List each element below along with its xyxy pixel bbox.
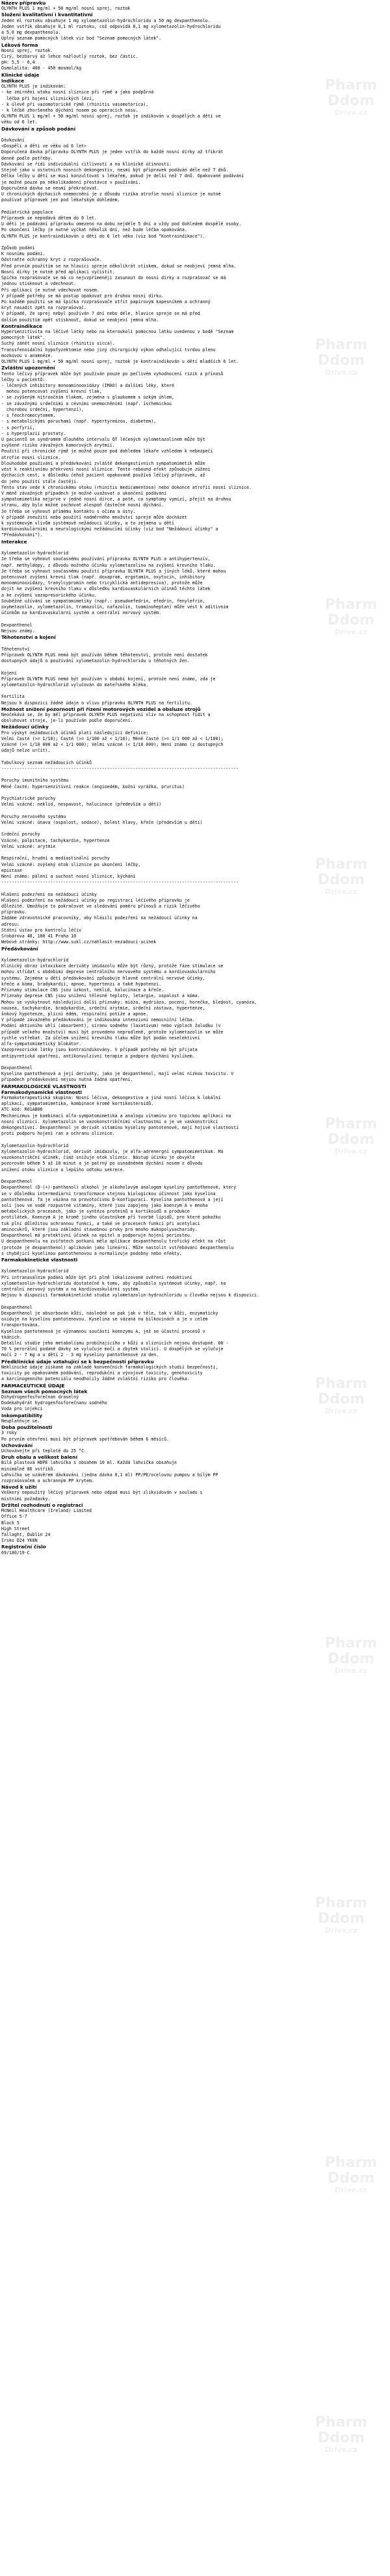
- text-line: U chronických dýchacích onemocnění je z důvodu rizika atrofie nosní sliznice je nutné: [1, 192, 221, 197]
- text-line: pomocných látek".: [1, 335, 46, 341]
- watermark-logo: Pharm Ddom Drive.cz: [324, 1116, 378, 1156]
- text-line: Dexpanthenol: [1, 1065, 32, 1071]
- text-line: soli jsou ve vodě rozpustné vitamíny, které jsou zapojeny jako koenzym A v mnoha: [1, 1202, 208, 1208]
- text-line: [1, 132, 389, 138]
- text-line: Respirační, hrudní a mediastinální poruchy: [1, 856, 110, 861]
- text-line: dostupných údajů o používání xylometazolin-hydrochloridu u těhotných žen.: [1, 658, 190, 664]
- text-line: - se závažnými srdečními a cévními onemocněními (např. ischemickou: [1, 401, 172, 406]
- watermark-logo: Pharm Ddom Drive.cz: [315, 1895, 368, 1935]
- text-line: vazokonstrikční účinek, čímž snižuje otok sliznic. Nástup účinku je obvykle: [1, 1155, 195, 1161]
- text-line: adresu:: [1, 921, 20, 927]
- text-line: - k úlevě při vazomotorické rýmě (rhinitis vasomotorica),: [1, 101, 149, 107]
- text-line: Je třeba se vyhnout současnému použití přípravku OLYNTH PLUS a jiných léků, které mohou: [1, 568, 226, 574]
- text-line: V případě závažného předávkování je indikována intenzivní nemocniční léčba.: [1, 1017, 195, 1023]
- text-line: monoaminooxidázy, tranylcypromin nebo tricyklická antidepresiva), protože může: [1, 580, 203, 586]
- text-line: Voda pro injekci: [1, 1406, 43, 1412]
- text-line: Dodekahydrát hydrogenfosforečnanu sodného: [1, 1400, 107, 1406]
- text-line: Nejsou známy.: [1, 628, 35, 634]
- text-line: Vazopresorické látky jsou kontraindikovány. V případě potřeby má být přijata: [1, 1047, 198, 1053]
- section-heading: Předklinické údaje vztahující se k bezpečnosti přípravku: [1, 1358, 154, 1365]
- text-line: Office 5-7: [1, 1514, 27, 1520]
- text-line: Špička rozprašovače se má co nejvzpřímeněji zasunout do nosní dírky a rozprašovač se má: [1, 275, 226, 281]
- text-line: rozprašovačem a ochranným PP krytem.: [1, 1478, 94, 1484]
- section-heading: Registrační číslo: [1, 1544, 46, 1550]
- text-line: případech předávkování nejsou nutná žádná opatření.: [1, 1077, 133, 1083]
- watermark-logo: Pharm Ddom Drive.cz: [324, 1635, 378, 1675]
- text-line: Úplný seznam pomocných látek viz bod "Seznam pomocných látek".: [1, 36, 162, 42]
- text-line: se v důsledku intermediární transformace stejnou biologickou účinnost jako kyselina: [1, 1191, 216, 1196]
- watermark-logo: Pharm Ddom Drive.cz: [315, 1376, 368, 1415]
- text-line: Neuplatňuje se.: [1, 1418, 40, 1424]
- text-line: Méně časté: hypersenzitivní reakce (angioedém, kožní vyrážka, pruritus): [1, 784, 185, 789]
- text-line: [1, 808, 389, 814]
- text-line: atrofie nosní sliznice.: [1, 454, 61, 460]
- text-line: U pacientů se syndromem dlouhého intervalu QT léčených xylometazolinem může být: [1, 436, 205, 442]
- text-line: Velmi vzácné: arytmie: [1, 843, 56, 849]
- text-line: Velmi časté (>= 1/10); Časté (>= 1/100 až < 1/10); Méně časté (>= 1/1 000 až < 1/100);: [1, 736, 224, 741]
- text-line: dalším použitím opět stisknout, dokud se neobjeví jemná mlha.: [1, 317, 159, 323]
- text-line: transportována.: [1, 1322, 40, 1328]
- text-line: věku od 6 let.: [1, 119, 38, 125]
- text-line: Xylometazolin-hydrochlorid: [1, 1143, 69, 1148]
- text-line: Dexpanthenol je absorbován kůží, následně se pak jak v těle, tak v kůži, enzymaticky: [1, 1310, 218, 1316]
- section-heading: Předávkování: [1, 945, 38, 952]
- text-line: protilátek. Koenzym A je kromě jiného účastníkem při tvorbě lipidů, pro které pokožku: [1, 1215, 221, 1220]
- text-line: Přípravek OLYNTH PLUS nemá být používán během těhotenství, protože není dostatek: [1, 652, 208, 658]
- watermark-logo: Pharm Ddom Drive.cz: [324, 2155, 378, 2194]
- text-line: tkáních.: [1, 1334, 22, 1340]
- text-line: důležité. Umožňuje to pokračovat ve sledování poměru přínosů a rizik léčivého: [1, 904, 200, 910]
- text-line: oxymetazolin, xylometazolin, tramazolin, nafazolin, tuaminoheptan) může vést k aditivním: [1, 604, 229, 610]
- text-line: Souběžné užívání se sympatomimetiky (např.: pseudoefedrin, efedrin, fenylefrin,: [1, 598, 205, 604]
- text-line: Těhotenství: [1, 646, 30, 652]
- text-line: tuk plní důležitou ochrannou funkci, a také ve procesech funkcí při acetylaci: [1, 1220, 200, 1226]
- text-line: Tabulkový seznam nežádoucích účinků: [1, 760, 92, 765]
- text-line: Webové stránky: http://www.sukl.cz/nahlasit-nezadouci-ucinek: [1, 939, 157, 945]
- text-line: přípravku.: [1, 910, 27, 915]
- text-line: účinkům na kardiovaskulární systém a centrální nervový systém.: [1, 610, 162, 616]
- text-line: Pediatrická populace: [1, 209, 53, 215]
- text-line: [1, 664, 389, 670]
- section-heading: Klinické údaje: [1, 71, 40, 78]
- text-line: s chybějící kyselinou pantothenovou a normalizuje podobny nebo efekty.: [1, 1250, 182, 1256]
- text-line: aminocukrů, které jsou základní stavebnou prvky pro mnoho mukopolysacharidy.: [1, 1226, 198, 1232]
- section-heading: Název přípravku: [1, 0, 46, 6]
- text-line: nosní sliznici. Xylometazolin se vazokonstrikčními vlastnostmi a je ve vaskonstrikci: [1, 1119, 218, 1124]
- text-line: Mechanizmus je kombinací alfa-sympatomimetika a analogu vitamínu pro topickou aplikaci na: [1, 1113, 231, 1119]
- text-line: <Dospělí a děti ve věku od 6 let>: [1, 143, 87, 149]
- text-line: Nejsou k dispozici žádné údaje o vlivu přípravku OLYNTH PLUS na fertilitu.: [1, 700, 192, 706]
- section-heading: Zvláštní upozornění: [1, 365, 55, 371]
- text-line: nausea, tachykardie, bradykardie, srdeční arytmie, srdeční zástava, hypertenze,: [1, 1005, 205, 1011]
- text-line: Hlášení podezření na nežádoucí účinky: [1, 891, 97, 897]
- text-line: Xylometazolin-hydrochlorid: [1, 958, 69, 963]
- text-line: Detailní studie jeho metabolismu probíhajícího v kůži a sliznicích nejsou dostupné. 60 -: [1, 1341, 229, 1346]
- text-line: minimálně 86 vstřiků.: [1, 1466, 56, 1472]
- text-line: Klinický obraz intoxikace deriváty imidazolu může být různý, protože fáze stimulace se: [1, 963, 224, 969]
- text-line: Dexpanthenol: [1, 1304, 32, 1310]
- text-line: [1, 790, 389, 796]
- text-line: a ke zvýšení vazopresorického účinku.: [1, 592, 97, 598]
- text-line: Dihydrogenfosforečnan draselný: [1, 1394, 79, 1400]
- text-line: Veškerý nepoužitý léčivý přípravek nebo odpad musí být zlikvidován v souladu s: [1, 1490, 203, 1496]
- text-line: OLYNTH PLUS 1 mg/ml + 50 mg/ml nosní sprej, roztok je indikován u dospělých a dětí ve: [1, 114, 221, 119]
- text-line: sympatomimetika nejprve v jedné nosní dírce, a poté, co symptomy vymizí, přejít na druhou: [1, 497, 231, 502]
- text-line: Kojení: [1, 670, 17, 676]
- text-line: Způsob podání: [1, 245, 35, 251]
- text-line: údajů nelze určit).: [1, 748, 51, 754]
- text-line: potencovat zvýšení krevní tlak (např. doxapram, ergotamin, oxytocin, inhibitory: [1, 575, 205, 580]
- text-line: [1, 850, 389, 856]
- text-line: - s porfyrií,: [1, 425, 35, 430]
- text-line: [1, 617, 389, 623]
- section-heading: Držitel rozhodnutí o registraci: [1, 1502, 83, 1508]
- section-heading: Možnost snížení pozornosti při řízení motorových vozidel a obsluze strojů: [1, 706, 201, 712]
- text-line: Neklinické údaje získané na základě konvenčních farmakologických studií bezpečnosti,: [1, 1364, 218, 1370]
- section-heading: FARMAKOLOGICKÉ VLASTNOSTI: [1, 1083, 86, 1089]
- text-line: --------------------------------------------------------------------------------------------: [1, 766, 239, 771]
- text-line: stranu, aby bylo možné zachovat alespoň částečné nosní dýchání.: [1, 502, 164, 508]
- text-line: Tento léčivý přípravek může být používán pouze po pečlivém vyhodnocení rizik a přínosů: [1, 371, 224, 377]
- text-line: Podání aktivního uhlí (absorbent), síranu sodného (laxativum) nebo výplach žaludku (v: [1, 1023, 221, 1029]
- text-line: - léčených inhibitory monoaminooxidázy (IMAO) a dalšími léky, které: [1, 383, 174, 388]
- text-line: Pro výskyt nežádoucích účinků platí následující definice:: [1, 730, 149, 736]
- text-line: Vzácné: palpitace, tachykardie, hypertenze: [1, 837, 110, 843]
- text-line: léčba při hojení sliznických lézí,: [1, 95, 94, 101]
- text-line: toxicity po opakovaném podávání, reprodukční a vývojové toxicity, genotoxicity: [1, 1370, 203, 1376]
- text-line: mohou střídat s obdobími deprese centrálního nervového systému a kardiovaskulárního: [1, 969, 216, 975]
- section-heading: Doba použitelnosti: [1, 1424, 53, 1431]
- text-line: Fertilita: [1, 694, 25, 700]
- text-line: OLYNTH PLUS je kontraindikován u dětí do 6 let věku (viz bod "Kontraindikace").: [1, 233, 205, 239]
- text-line: Psychiatrické poruchy: [1, 796, 56, 802]
- text-line: Kyselina pantothenová a její deriváty, jako je dexpanthenol, mají velmi nízkou toxicitu. V: [1, 1071, 234, 1077]
- text-line: xylometazolin-hydrochlorid vylučován do mateřského mléka.: [1, 682, 149, 687]
- text-line: "Předávkování").: [1, 532, 43, 538]
- text-line: Irsko D24 YK8N: [1, 1538, 38, 1544]
- text-line: Použití při chronické rýmě je možné pouze pod dohledem lékaře vzhledem k nebezpečí: [1, 449, 213, 454]
- text-line: Není známo: pálení a suchost nosní sliznice, kýchání: [1, 873, 136, 879]
- text-line: do jeho použití stále častěji.: [1, 478, 79, 484]
- text-line: Kyselina pantotenová je významnou součástí koenzymu A, jež se účastní procesů v: [1, 1328, 205, 1334]
- text-line: McNeil Healthcare (Ireland) Limited: [1, 1508, 92, 1514]
- text-line: Velmi vzácné: neklid, nespavost, halucinace (především u dětí): [1, 802, 162, 808]
- text-line: Nosní dírky je nutné před aplikací vyčistit.: [1, 269, 115, 275]
- text-line: snížení otoku sliznice a lepšího odtoku sekrece.: [1, 1167, 125, 1172]
- text-line: Xylometazolin-hydrochlorid: [1, 551, 69, 556]
- text-line: Velmi vzácné: únava (ospalost, sedace), bolest hlavy, křeče (především u dětí): [1, 819, 203, 825]
- text-line: chorobou srdeční, hypertenzí),: [1, 406, 84, 412]
- text-line: Dávkování: [1, 138, 25, 143]
- text-line: oxiduje na kyselinu pantotenovou. Kyselina se vázaná na bílkovinách a je v celém: [1, 1317, 208, 1322]
- text-line: jednou stisknout a vdechnout.: [1, 281, 77, 287]
- watermark-logo: Pharm Ddom Drive.cz: [324, 77, 378, 117]
- text-line: dýchacích cest, v důsledku čehož pacient opakovaně používá léčivý přípravek, až: [1, 473, 205, 478]
- text-line: [1, 1137, 389, 1143]
- text-line: Nosní sprej, roztok.: [1, 47, 53, 53]
- text-line: Poruchy nervového systému: [1, 813, 66, 819]
- text-line: V případě potřeby se má postup opakovat pro druhou nosní dírku.: [1, 293, 164, 299]
- text-line: Žádáme zdravotnické pracovníky, aby hlásili podezření na nežádoucí účinky na: [1, 915, 198, 921]
- text-line: Je třeba se vyhnout současnému používání přípravku OLYNTH PLUS a antihypertenziv,: [1, 556, 211, 562]
- text-line: pozorován během 5 až 10 minut a je patrný po usnadněném dýchání nosem z důvodu: [1, 1161, 203, 1167]
- text-line: Transsfenoidální hypofyzektomie nebo jiný chirurgický výkon odhalující tvrdou plenu: [1, 347, 216, 353]
- text-line: křeče a kóma, bradykardii, apnoe, hypertenzi a také hypotenzi.: [1, 981, 162, 987]
- text-line: Dlouhodobé používání a předávkování zvláště dekongestivních sympatomimetik může: [1, 460, 205, 466]
- text-line: V případě, že sprej nebyl používán 7 dní nebo déle, hlavice spreje se má před: [1, 311, 200, 317]
- section-heading: Kontraindikace: [1, 323, 43, 329]
- text-line: močí 2 - 7 mg a u dětí 2 - 3 mg kyseliny pantothenové za den.: [1, 1352, 159, 1358]
- text-line: [1, 1298, 389, 1304]
- text-line: např. methyldopy, z důvodu možného účinku xylometazolinu na zvýšení krevního tlaku.: [1, 562, 216, 568]
- text-line: OLYNTH PLUS 1 mg/ml + 50 mg/ml nosní sprej, roztok: [1, 6, 131, 12]
- text-line: Bílá plastová HDPE lahvička s obsahem 10 ml. Každá lahvička obsahuje: [1, 1460, 177, 1466]
- text-line: U dexpanthenolu na zvířatech potkani měla aplikace dexpanthenolu trofický efekt na růst: [1, 1239, 226, 1245]
- text-line: - s metabolickými poruchami (např. hypertyreózou, diabetem),: [1, 419, 157, 425]
- text-line: Příznaky stimulace CNS jsou úzkost, neklid, halucinace a křeče.: [1, 987, 164, 993]
- text-line: epistaxe: [1, 867, 22, 873]
- text-line: - s feochromocytomem,: [1, 413, 56, 419]
- text-line: šokový hypotenze, plicní edém, respirační potíže a apnoe.: [1, 1011, 149, 1017]
- text-line: Po každém použití se má špička rozprašovače otřít papírovým kapesníkem a ochranný: [1, 299, 211, 304]
- text-line: dojít ke zvýšení krevního tlaku v důsledku kardiovaskulárních účinků těchto látek: [1, 586, 211, 592]
- text-line: Dávkování se řídí individuální citlivostí a na klinické účinnosti.: [1, 161, 172, 167]
- text-line: V méně závažných případech je možné uvažovat o ukončení podávání: [1, 490, 167, 496]
- section-heading: Seznam všech pomocných látek: [1, 1388, 88, 1394]
- text-line: Tento stav vede k chronickému otoku (rhinitis medicamentosa) nebo dokonce atrofii nosní sliznice.: [1, 484, 252, 490]
- text-line: Jeden ml roztoku obsahuje 1 mg xylometazolin-hydrochloridu a 50 mg dexpanthenolu.: [1, 18, 211, 23]
- text-line: kryt nasadit zpět na rozprašovač.: [1, 305, 87, 311]
- text-line: Nejsou k dispozici farmakokinetické studie xylometazolin-hydrochloridu u člověka nejsou k dispozici.: [1, 1293, 259, 1298]
- text-line: Odstraňte ochranný kryt z rozprašovače.: [1, 257, 102, 263]
- text-line: [1, 886, 389, 891]
- section-heading: Inkompatibility: [1, 1412, 43, 1418]
- text-line: Státní ústav pro kontrolu léčiv: [1, 927, 82, 933]
- text-line: 69/180/19-C: [1, 1550, 30, 1555]
- text-line: [1, 1059, 389, 1065]
- text-line: Hypersenzitivita na léčivé látky nebo na kteroukoli pomocnou látku uvedenou v bodě "Seznam: [1, 329, 234, 335]
- section-heading: Těhotenství a kojení: [1, 634, 56, 641]
- text-line: dekongestivní. Dexpanthenol je derivát vitamínu kyseliny pantotenové, mají hojivé vlastnosti: [1, 1125, 239, 1131]
- section-heading: Léková forma: [1, 42, 38, 48]
- text-line: aplikaci, sympatomimetika, kombinace kromě kortikosteroidů.: [1, 1101, 154, 1107]
- section-heading: Dávkování a způsob podání: [1, 125, 76, 132]
- text-line: Mohou se vyskytnout následující další příznaky: mióza, mydriáza, pocení, horečka, bledost, cyanóza,: [1, 999, 257, 1005]
- text-line: antipyretická opatření, antikonvulzivní terapie a podpora dýchání kyslíkem.: [1, 1053, 195, 1059]
- text-line: Přípravek OLYNTH PLUS nemá být používán v období kojení, protože není známo, zda je: [1, 676, 216, 682]
- text-line: [1, 772, 389, 778]
- text-line: a 5,0 mg dexpanthenolu.: [1, 30, 61, 36]
- text-line: místními požadavky.: [1, 1496, 51, 1502]
- text-line: Je třeba se vyhnout přímému kontaktu s očima a ústy.: [1, 508, 136, 514]
- section-heading: Návod k užití: [1, 1484, 37, 1491]
- section-heading: Farmakodynamické vlastnosti: [1, 1089, 83, 1095]
- text-line: Dexpanthenol (D-(+)-panthenol) alkohol je alkoholovým analogem kyseliny pantothenové, který: [1, 1185, 237, 1191]
- watermark-logo: Pharm Ddom Drive.cz: [315, 856, 368, 896]
- text-line: případě velkého množství) musí být provedeno neprodleně, protože xylometazolin se může: [1, 1029, 224, 1035]
- text-line: - k léčbě zhoršeného dýchání nosem po operacích nosu.: [1, 107, 138, 113]
- text-line: Po ukončení léčby je nutné vyčkat několik dní, než bude léčba opakována.: [1, 227, 187, 233]
- text-line: proti podporu hojení ran a ochranu sliznice.: [1, 1131, 115, 1137]
- text-line: systému. Zejména u dětí předávkování způsobuje hlavně centrální nervové účinky,: [1, 975, 205, 981]
- section-heading: Uchovávání: [1, 1442, 33, 1448]
- text-line: Dexpanthenol: [1, 622, 32, 628]
- text-line: K nosnímu podání.: [1, 251, 46, 257]
- text-line: pantothenová. Ta je vázána na pravotočivou D-konfiguraci. Kyselina pantothenová a její: [1, 1196, 224, 1202]
- text-line: k systémovým vlivům systémově nežádoucí účinky, a to zejména u dětí: [1, 521, 174, 526]
- section-heading: FARMACEUTICKÉ ÚDAJE: [1, 1382, 65, 1389]
- watermark-logo: Pharm Ddom Drive.cz: [315, 2414, 368, 2454]
- section-heading: Indikace: [1, 77, 25, 84]
- text-line: U dětí je podávání přípravku omezeno na dobu nejdéle 5 dní a vždy pod dohledem dospělé osoby.: [1, 221, 242, 227]
- section-heading: Interakce: [1, 538, 27, 545]
- text-line: Čirý, bezbarvý až lehce nažloutlý roztok, bez částic.: [1, 53, 138, 59]
- text-line: 3 roky: [1, 1430, 17, 1436]
- text-line: ATC kód: R01AB06: [1, 1107, 43, 1113]
- text-line: alfa-sympatomimetický blokátor.: [1, 1041, 82, 1047]
- text-line: a karcinogenního potenciálu neodhalily žádné zvláštní riziko pro člověka.: [1, 1376, 190, 1382]
- text-line: mohou potencovat zvýšení krevní tlak,: [1, 389, 102, 395]
- document-body: [1, 0, 389, 1556]
- text-line: [1, 952, 389, 958]
- text-line: [1, 1173, 389, 1179]
- section-heading: Druh obalu a velikost balení: [1, 1454, 77, 1461]
- text-line: mozkovou v anamnéze.: [1, 353, 53, 358]
- text-line: - s hyperplazií prostaty.: [1, 430, 66, 436]
- text-line: [1, 545, 389, 551]
- text-line: [1, 826, 389, 832]
- text-line: Doporučená dávka přípravku OLYNTH PLUS je jeden vstřik do každé nosní dírky až třikrát: [1, 149, 224, 155]
- text-line: Doporučená dávka se nesmí překračovat.: [1, 185, 99, 191]
- text-line: Hlášení podezření na nežádoucí účinky po registraci léčivého přípravku je: [1, 897, 190, 903]
- text-line: --------------------------------------------------------------------------------------------: [1, 880, 239, 886]
- text-line: Příznaky deprese CNS jsou snížení tělesné teploty, letargie, ospalost a kóma.: [1, 993, 200, 999]
- text-line: [1, 240, 389, 245]
- watermark-logo: Pharm Ddom Drive.cz: [315, 337, 368, 377]
- section-heading: Farmakokinetické vlastnosti: [1, 1256, 78, 1263]
- text-line: Poruchy imunitního systému: [1, 778, 69, 784]
- text-line: Po prvním otevření musí být přípravek spotřebován během 6 měsíců.: [1, 1436, 170, 1442]
- text-line: xylometazolin-hydrochloridu dostatečně k tomu, aby způsobilo systémové účinky, např. na: [1, 1280, 226, 1286]
- text-line: léčby u pacientů:: [1, 377, 46, 382]
- text-line: - se zvýšeným nitroočním tlakem, zejména s glaukomem s úzkým úhlem,: [1, 395, 174, 401]
- text-line: zvýšené riziko závažných komorových arytmií.: [1, 443, 115, 449]
- text-line: je možné pouze po několikadenní přestávce v používání.: [1, 179, 141, 185]
- section-heading: Složení kvalitativní i kvantitativní: [1, 12, 93, 18]
- text-line: Suchý zánět nosní sliznice (rhinitis sicca).: [1, 341, 115, 347]
- text-line: Tallaght, Dublin 24: [1, 1532, 51, 1537]
- text-line: Srdeční poruchy: [1, 832, 40, 837]
- section-heading: Nežádoucí účinky: [1, 724, 49, 730]
- text-line: Před prvním použitím se na hlavici spreje několikrát stiskem, dokud se neobjeví jemná mlha.: [1, 263, 237, 269]
- text-line: - ke zmírnění otoku nosní sliznice při rýmě a jako podpůrná: [1, 90, 154, 95]
- text-line: Přípravek se nepodává dětem do 6 let.: [1, 215, 97, 221]
- text-line: Farmakoterapeutická skupina: Nosní léčiva, dekongestiva a jiná nosní léčiva k lokální: [1, 1095, 221, 1101]
- text-line: Velmi vzácné: zvýšený otok sliznice po ukončení léčby,: [1, 861, 141, 867]
- text-line: Block 5: [1, 1520, 20, 1526]
- text-line: Délka léčby u dětí se musí konzultovat s lékařem, pokud je delší než 7 dnů. Opakované podávání: [1, 173, 244, 179]
- text-line: centrální nervový systém a na kardiovaskulární systém.: [1, 1287, 141, 1293]
- text-line: rychle vstřebat. Za účelem snížení krevního tlaku může být podán neselektivní: [1, 1035, 200, 1041]
- text-line: [1, 203, 389, 209]
- text-line: Dexpanthenol má protektivní účinek na epitel a podporuje hojení periosteu.: [1, 1233, 192, 1239]
- text-line: Při aplikaci je nutné vdechovat nosem.: [1, 287, 99, 293]
- text-line: Osmolalita: 400 - 450 mosmol/kg: [1, 66, 82, 71]
- text-line: denně podle potřeby.: [1, 155, 53, 161]
- text-line: Při intranasálním podání může být při plně lokalizované ověření reduktivní: [1, 1274, 192, 1280]
- text-line: 70 % perorální podané dávky se vylučuje močí a zbytek stolicí. U dospělých se vylučuje: [1, 1346, 224, 1352]
- text-line: Stejně jako u ostatních nosních dekongestiv, nesmí být přípravek podáván déle než 7 dnů.: [1, 167, 229, 173]
- text-line: [1, 754, 389, 760]
- text-line: Xylometazolin-hydrochlorid, derivát imidazolu, je alfa-adrenergní sympatomimetikum. Má: [1, 1149, 224, 1154]
- text-line: Xylometazolin-hydrochlorid: [1, 1269, 69, 1274]
- text-line: V případě zneužití nebo použití nadměrného množství spreje může docházet: [1, 514, 187, 520]
- text-line: OLYNTH PLUS 1 mg/ml + 50 mg/ml nosní sprej, roztok je kontraindikován u dětí mladších 6 let.: [1, 359, 239, 365]
- text-line: Dexpanthenol: [1, 1179, 32, 1185]
- text-line: Šrobárova 48, 100 41 Praha 10: [1, 934, 77, 939]
- text-line: OLYNTH PLUS je indikován:: [1, 84, 66, 90]
- text-line: používat přípravek jen pod lékařským dohledem.: [1, 197, 120, 203]
- text-line: Uchovávejte při teplotě do 25 °C.: [1, 1448, 87, 1454]
- text-line: [1, 688, 389, 694]
- text-line: Neočekává se, že by měl přípravek OLYNTH PLUS negativní vliv na schopnost řídit a: [1, 712, 211, 718]
- text-line: Vzácné (>= 1/10 000 až < 1/1 000); Velmi vzácné (< 1/10 000); Není známo (z dostupných: [1, 742, 224, 748]
- text-line: vést k reaktivnímu překrvení nosní sliznice. Tento rebound efekt způsobuje zúžení: [1, 467, 211, 473]
- text-line: metabolických procesech, jako je syntéza proteinů a kortikoidů a produkce: [1, 1209, 190, 1215]
- text-line: (protože je dexpanthenol) aplikován jako lineární. Může nastolit vstřebávání dexpanthenolu: [1, 1245, 234, 1250]
- text-line: [1, 640, 389, 646]
- text-line: High Street: [1, 1526, 30, 1531]
- text-line: Lahvička se uzávěrem dávkování (jedna dávka 0,1 ml) PP/PE/ocelovou pumpou a bílým PP: [1, 1472, 218, 1478]
- text-line: [1, 1263, 389, 1269]
- watermark-logo: Pharm Ddom Drive.cz: [324, 597, 378, 636]
- text-line: obsluhovat stroje, je-li používán podle doporučení.: [1, 718, 133, 724]
- text-line: kardiovaskulárními a neurologickými nežádoucími účinky (viz bod "Nežádoucí účinky" a: [1, 526, 218, 532]
- text-line: Jeden vstřik obsahuje 0,1 ml roztoku, což odpovídá 0,1 mg xylometazolin-hydrochloridu: [1, 23, 221, 29]
- text-line: pH: 5,5 - 6,4: [1, 60, 35, 66]
